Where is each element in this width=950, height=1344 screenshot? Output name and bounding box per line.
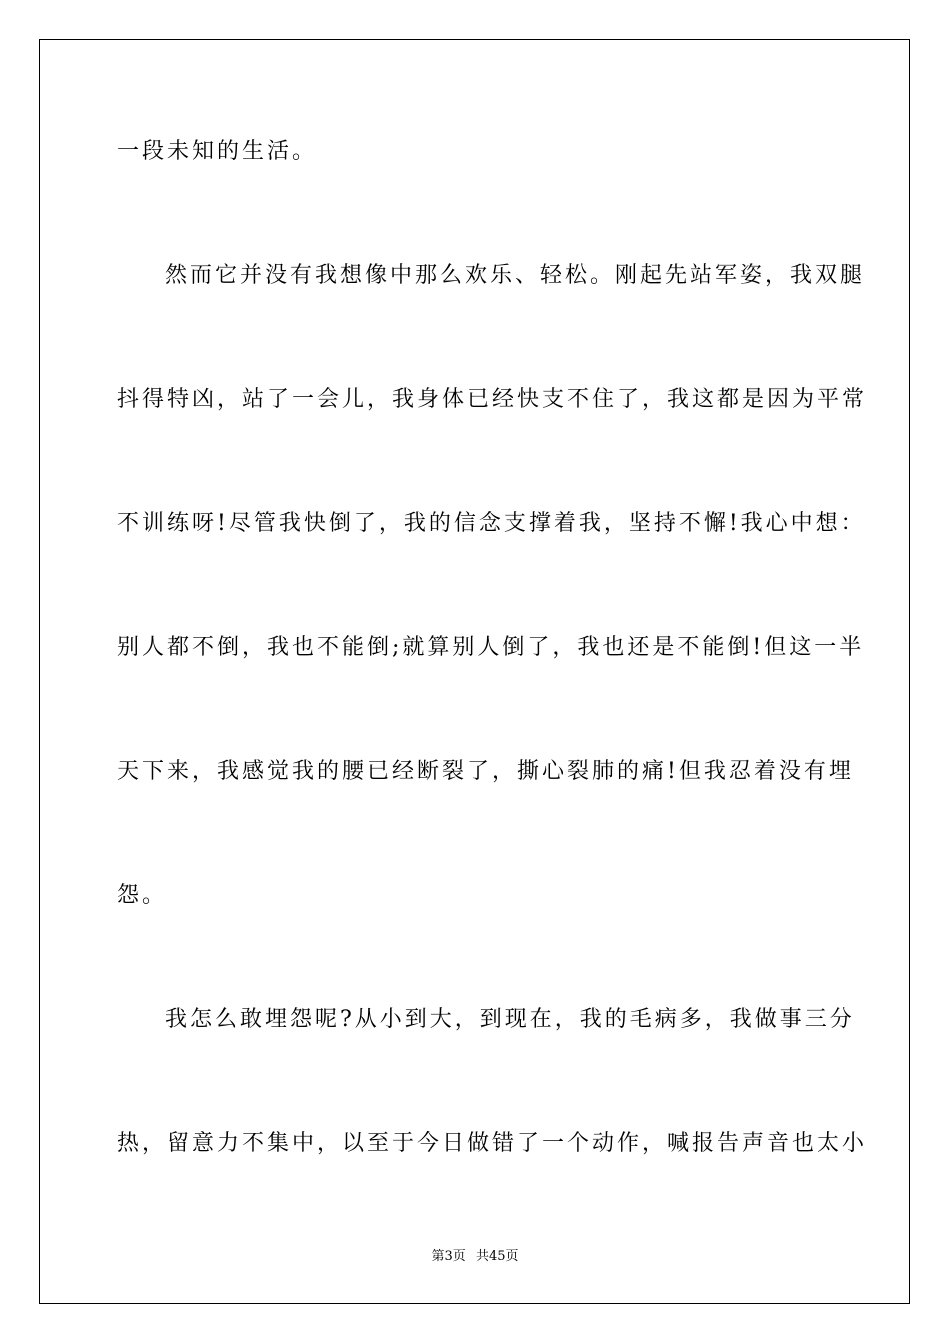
text-line-3: 抖得特凶，站了一会儿，我身体已经快支不住了，我这都是因为平常 bbox=[117, 387, 868, 412]
text-line-2: 然而它并没有我想像中那么欢乐、轻松。刚起先站军姿，我双腿 bbox=[165, 263, 866, 288]
text-line-5: 别人都不倒，我也不能倒;就算别人倒了，我也还是不能倒!但这一半 bbox=[117, 635, 865, 660]
page-total: 共45页 bbox=[475, 1249, 519, 1264]
text-line-1: 一段未知的生活。 bbox=[117, 139, 318, 164]
page-footer bbox=[0, 1248, 950, 1266]
text-line-6: 天下来，我感觉我的腰已经断裂了，撕心裂肺的痛!但我忍着没有埋 bbox=[117, 759, 854, 784]
text-line-8: 我怎么敢埋怨呢?从小到大，到现在，我的毛病多，我做事三分 bbox=[165, 1007, 855, 1032]
page-border bbox=[39, 39, 910, 1304]
text-line-4: 不训练呀!尽管我快倒了，我的信念支撑着我，坚持不懈!我心中想： bbox=[117, 511, 866, 536]
text-line-9: 热，留意力不集中，以至于今日做错了一个动作，喊报告声音也太小 bbox=[117, 1131, 868, 1156]
text-line-7: 怨。 bbox=[117, 883, 168, 908]
page-number: 第3页 bbox=[431, 1249, 466, 1264]
